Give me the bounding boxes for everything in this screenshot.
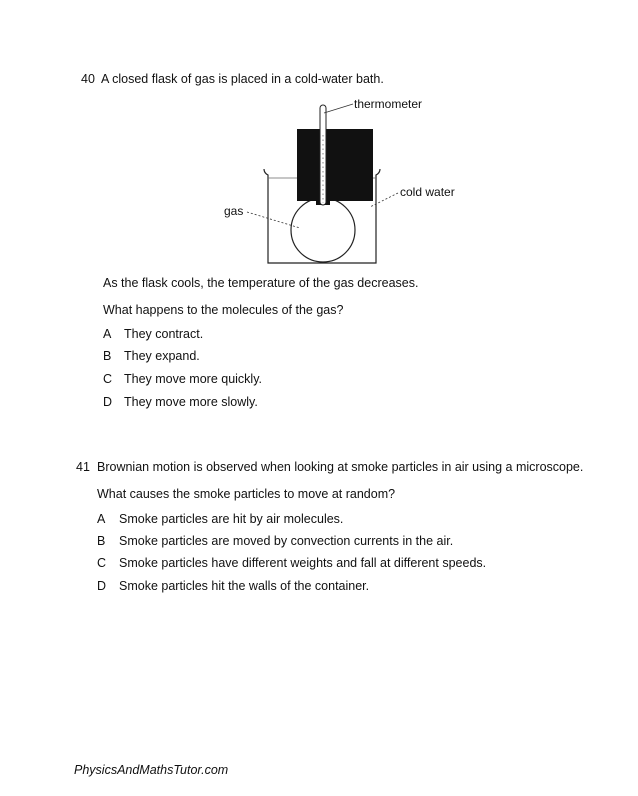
option-text: Smoke particles have different weights and fall at different speeds. — [119, 556, 487, 570]
thermometer-leader — [324, 104, 353, 113]
label-cold-water: cold water — [400, 185, 455, 199]
option-letter: C — [97, 556, 107, 570]
label-thermometer: thermometer — [354, 97, 423, 111]
option-text: Smoke particles are moved by convection currents in the air. — [119, 534, 454, 548]
flask-bulb — [291, 198, 355, 262]
cold-water-leader — [370, 193, 398, 207]
option-letter: B — [103, 349, 112, 363]
option-text: They move more slowly. — [124, 395, 258, 409]
question-40-statement: As the flask cools, the temperature of the gas decreases. — [103, 276, 419, 290]
option-letter: D — [97, 579, 107, 593]
option-letter: D — [103, 395, 113, 409]
question-41-question: What causes the smoke particles to move at random? — [97, 487, 396, 501]
question-41-stem: Brownian motion is observed when looking at smoke particles in air using a microscope. — [97, 460, 584, 474]
option-letter: A — [97, 512, 106, 526]
option-text: They expand. — [124, 349, 200, 363]
label-gas: gas — [224, 204, 244, 218]
question-40-question: What happens to the molecules of the gas? — [103, 303, 344, 317]
option-letter: C — [103, 372, 113, 386]
stopper-block — [297, 129, 373, 201]
thermometer — [320, 105, 326, 205]
question-41-number: 41 — [76, 460, 90, 474]
option-text: Smoke particles are hit by air molecules. — [119, 512, 344, 526]
option-letter: A — [103, 327, 112, 341]
option-text: They move more quickly. — [124, 372, 263, 386]
option-text: They contract. — [124, 327, 204, 341]
option-letter: B — [97, 534, 106, 548]
option-text: Smoke particles hit the walls of the container. — [119, 579, 370, 593]
flask-diagram — [220, 95, 460, 270]
question-40-stem: A closed flask of gas is placed in a cold-water bath. — [101, 72, 384, 86]
question-40-number: 40 — [81, 72, 95, 86]
footer-brand: PhysicsAndMathsTutor.com — [74, 763, 229, 777]
